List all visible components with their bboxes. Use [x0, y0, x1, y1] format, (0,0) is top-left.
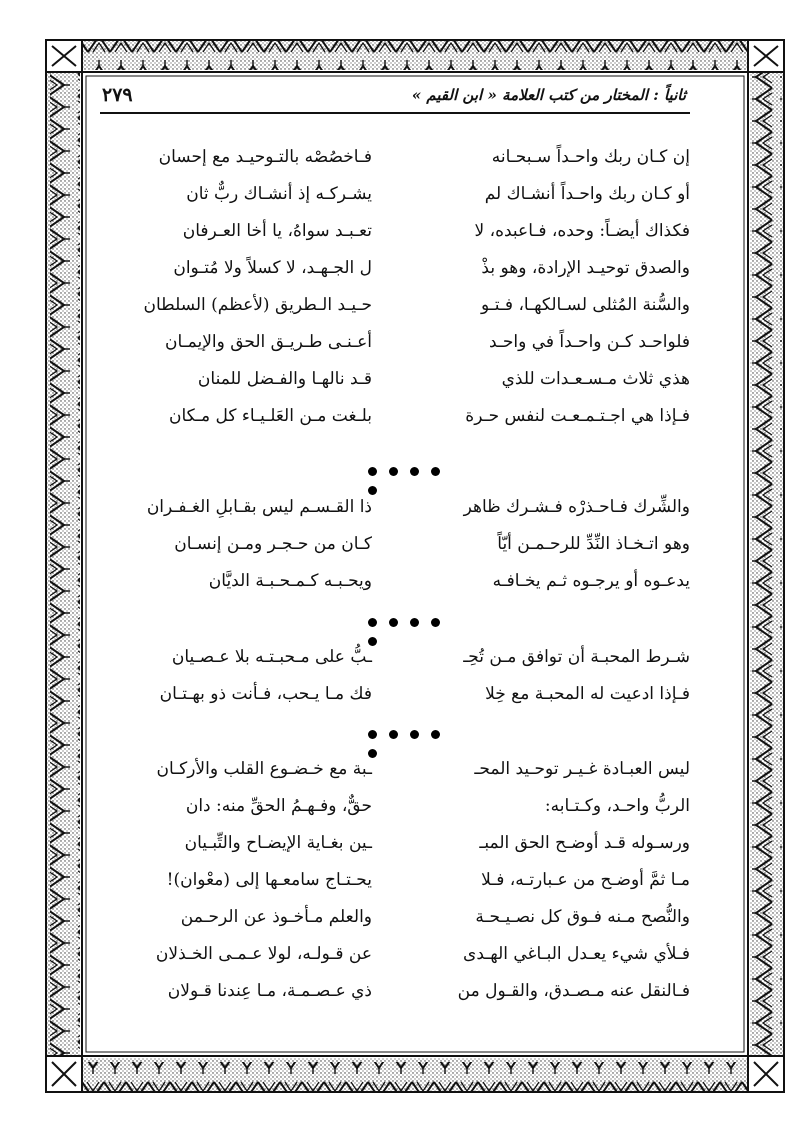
- verse: [100, 642, 690, 679]
- verse-second-hemistich: حقٌّ، وفـهـمُ الحقِّ منه: دان: [185, 796, 372, 816]
- verse: [100, 976, 690, 1013]
- verse-first-hemistich: هذي ثلاث مـسـعـدات للذي: [501, 369, 690, 389]
- stanza-separator-dots: [368, 612, 468, 626]
- verse-first-hemistich: فكذاك أيضـاً: وحده، فـاعبده، لا: [474, 221, 690, 241]
- verse-second-hemistich: ذا القـسـم ليس بقـابلِ الغـفـران: [146, 497, 372, 517]
- verse: [100, 939, 690, 976]
- verse: [100, 179, 690, 216]
- verse-first-hemistich: فـالنقل عنه مـصـدق، والقـول من: [457, 981, 690, 1001]
- verse-first-hemistich: فـإذا ادعيت له المحبـة مع خِلا: [485, 684, 690, 704]
- poem-stanza: [100, 642, 690, 716]
- verse-second-hemistich: ـبة مع خـضـوع القلب والأركـان: [156, 759, 372, 779]
- verse-first-hemistich: شـرط المحبـة أن توافق مـن تُحِـ: [463, 647, 690, 667]
- poem-stanza: [100, 142, 690, 438]
- verse-second-hemistich: عن قـولـه، لولا عـمـى الخـذلان: [155, 944, 372, 964]
- verse: [100, 492, 690, 529]
- verse: [100, 364, 690, 401]
- verse-second-hemistich: فك مـا يـحب، فـأنت ذو بهـتـان: [159, 684, 372, 704]
- verse-second-hemistich: فـاخصُصْه بالتـوحيـد مع إحسان: [158, 147, 372, 167]
- verse-first-hemistich: أو كـان ربك واحـداً أنشـاك لم: [484, 184, 690, 204]
- stanza-separator-dots: [368, 461, 468, 475]
- verse: [100, 216, 690, 253]
- verse-second-hemistich: ـين بغـاية الإيضـاح والتِّبـيان: [184, 833, 372, 853]
- verse-first-hemistich: والصدق توحيـد الإرادة، وهو بذْ: [481, 258, 690, 278]
- poem-stanza: [100, 492, 690, 603]
- stanza-separator-dots: [368, 724, 468, 738]
- page-header: [100, 82, 686, 112]
- verse: [100, 253, 690, 290]
- verse: [100, 529, 690, 566]
- verse-second-hemistich: بلـغت مـن العَلـيـاء كل مـكان: [169, 406, 372, 426]
- verse: [100, 754, 690, 791]
- verse-first-hemistich: وهو اتـخـاذ النِّدِّ للرحـمـن أيّاً: [497, 534, 690, 554]
- verse-second-hemistich: ل الجـهـد، لا كسلاً ولا مُتـوان: [173, 258, 372, 278]
- verse: [100, 828, 690, 865]
- header-rule: [100, 112, 690, 114]
- verse-second-hemistich: حـيـد الـطريق (لأعظم) السلطان: [143, 295, 372, 315]
- verse-first-hemistich: يدعـوه أو يرجـوه ثـم يخـافـه: [492, 571, 690, 591]
- verse-first-hemistich: فـلأي شيء يعـدل البـاغي الهـدى: [463, 944, 690, 964]
- verse: [100, 401, 690, 438]
- verse-second-hemistich: أعـنـى طـريـق الحق والإيمـان: [164, 332, 372, 352]
- verse-first-hemistich: والشِّرك فـاحـذرْه فـشـرك ظاهر: [463, 497, 690, 517]
- poem-stanza: [100, 754, 690, 1013]
- verse: [100, 791, 690, 828]
- verse-second-hemistich: تعـبـد سواهُ، يا أخا العـرفان: [182, 221, 372, 241]
- verse-first-hemistich: ليس العبـادة غـيـر توحـيد المحـ: [474, 759, 690, 779]
- verse-second-hemistich: يشـركـه إذ أنشـاك ربٌّ ثان: [186, 184, 372, 204]
- verse-first-hemistich: إن كـان ربك واحـداً سـبحـانه: [491, 147, 690, 167]
- verse: [100, 142, 690, 179]
- verse-second-hemistich: والعلم مـأخـوذ عن الرحـمن: [180, 907, 372, 927]
- verse-first-hemistich: فلواحـد كـن واحـداً في واحـد: [488, 332, 690, 352]
- verse-second-hemistich: ذي عـصـمـة، مـا عِندنا قـولان: [167, 981, 372, 1001]
- verse-second-hemistich: قـد نالهـا والفـضل للمنان: [197, 369, 372, 389]
- verse-second-hemistich: كـان من حـجـر ومـن إنسـان: [174, 534, 372, 554]
- verse-second-hemistich: ويحـبـه كـمـحـبـة الديَّان: [208, 571, 372, 591]
- verse-first-hemistich: فـإذا هي اجـتـمـعـت لنفس حـرة: [465, 406, 690, 426]
- verse-first-hemistich: ورسـوله قـد أوضـح الحق المبـ: [479, 833, 690, 853]
- verse: [100, 566, 690, 603]
- verse-first-hemistich: والسُّنة المُثلى لسـالكهـا، فـتـو: [481, 295, 690, 315]
- verse: [100, 902, 690, 939]
- verse: [100, 327, 690, 364]
- verse: [100, 679, 690, 716]
- verse-first-hemistich: مـا ثمَّ أوضـح من عـبارتـه، فـلا: [481, 870, 690, 890]
- verse-second-hemistich: ـبُّ على مـحبـتـه بلا عـصـيان: [171, 647, 372, 667]
- verse-second-hemistich: يحـتـاج سامعـها إلى (معْوان)!: [166, 870, 372, 890]
- verse-first-hemistich: الربُّ واحـد، وكـتـابه:: [544, 796, 690, 816]
- verse: [100, 865, 690, 902]
- running-title: ثانياً : المختار من كتب العلامة « ابن القيم »: [411, 86, 686, 104]
- page-number: ٢٧٩: [102, 84, 133, 106]
- verse: [100, 290, 690, 327]
- verse-first-hemistich: والنُّصح مـنه فـوق كل نصـيـحـة: [475, 907, 690, 927]
